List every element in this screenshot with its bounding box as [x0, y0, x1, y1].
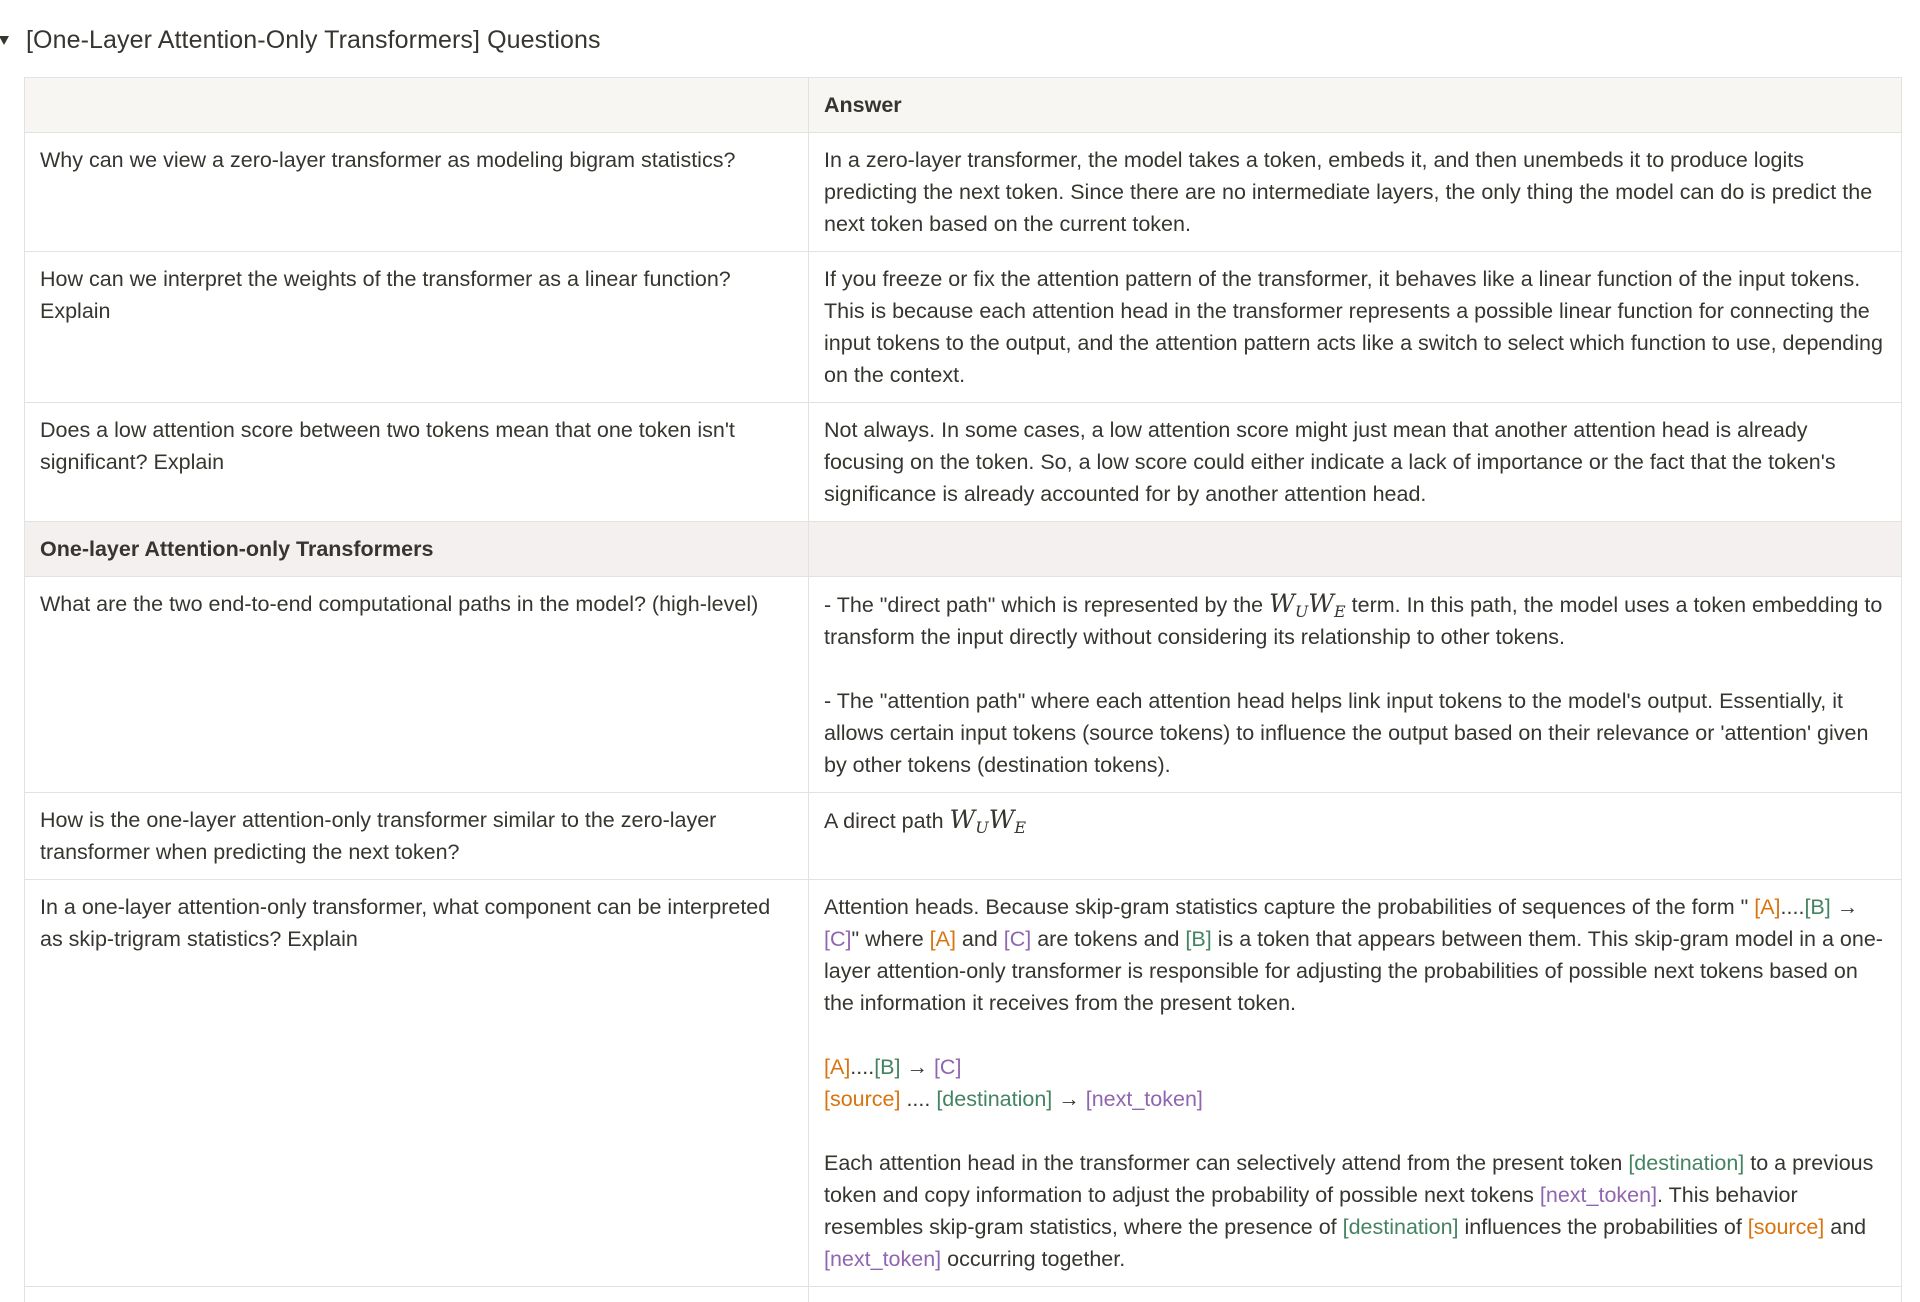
question-cell[interactable] — [25, 1287, 809, 1302]
table-header-row — [25, 78, 1902, 133]
qa-table — [24, 77, 1902, 1302]
header-answer-cell[interactable]: Answer — [809, 78, 1902, 133]
section-title-cell[interactable]: One-layer Attention-only Transformers — [25, 522, 809, 577]
token-a: [A] — [1754, 895, 1781, 919]
pattern-line: [A]....[B] → [C] — [824, 1055, 962, 1079]
question-cell[interactable]: In a one-layer attention-only transformer, what component can be interpreted as skip-trigram statistics? Explain — [25, 880, 809, 1287]
answer-cell[interactable] — [809, 880, 1902, 1287]
token-a: [A] — [929, 927, 956, 951]
triangle-down-icon[interactable] — [0, 33, 10, 47]
toggle-title[interactable]: [One-Layer Attention-Only Transformers] Questions — [26, 25, 601, 54]
question-cell[interactable]: How can we interpret the weights of the transformer as a linear function? Explain — [25, 252, 809, 403]
math-wu-we: $W_UW_E$ — [1269, 589, 1346, 621]
table-row — [25, 880, 1902, 1287]
toggle-block[interactable] — [0, 20, 601, 60]
answer-cell[interactable]: In a zero-layer transformer, the model takes a token, embeds it, and then unembeds it to produce logits predicting the next token. Since there are no intermediate layers, the only thing the model can do is predict the next token based on the current token. — [809, 133, 1902, 252]
table-row — [25, 793, 1902, 880]
answer-cell[interactable] — [809, 1287, 1902, 1302]
table-row — [25, 403, 1902, 522]
answer-text: - The "direct path" which is represented by the — [824, 593, 1270, 617]
math-wu-we: $W_UW_E$ — [949, 805, 1027, 837]
question-cell[interactable]: Does a low attention score between two tokens mean that one token isn't significant? Explain — [25, 403, 809, 522]
section-answer-cell[interactable] — [809, 522, 1902, 577]
question-cell[interactable]: How is the one-layer attention-only transformer similar to the zero-layer transformer when predicting the next token? — [25, 793, 809, 880]
answer-paragraph: Each attention head in the transformer can selectively attend from the present token [destination] to a previous token and copy information to adjust the probability of possible next tokens [next_token]. This behavior resembles skip-gram statistics, where the presence of [destination] influences the probabilities of [source] and [next_token] occurring together. — [824, 1151, 1874, 1271]
answer-text: A direct path — [824, 809, 950, 833]
answer-cell[interactable]: Not always. In some cases, a low attention score might just mean that another attention head is already focusing on the token. So, a low score could either indicate a lack of importance or the fact that the token's significance is already accounted for by another attention head. — [809, 403, 1902, 522]
answer-cell[interactable]: If you freeze or fix the attention pattern of the transformer, it behaves like a linear function of the input tokens. This is because each attention head in the transformer represents a possible linear function for connecting the input tokens to the output, and the attention pattern acts like a switch to select which function to use, depending on the context. — [809, 252, 1902, 403]
table-row — [25, 577, 1902, 793]
question-cell[interactable]: Why can we view a zero-layer transformer as modeling bigram statistics? — [25, 133, 809, 252]
question-cell[interactable]: What are the two end-to-end computational paths in the model? (high-level) — [25, 577, 809, 793]
answer-cell[interactable] — [809, 793, 1902, 880]
answer-text: term. In this path, the model uses a token embedding to transform the input directly without considering its relationship to other tokens. — [824, 593, 1883, 649]
table-row — [25, 252, 1902, 403]
section-row — [25, 522, 1902, 577]
table-row — [25, 133, 1902, 252]
pattern-roles-line: [source] .... [destination] → [next_token] — [824, 1087, 1203, 1111]
answer-cell[interactable] — [809, 577, 1902, 793]
header-question-cell[interactable] — [25, 78, 809, 133]
token-c: [C] — [824, 927, 852, 951]
token-b: [B] — [1185, 927, 1212, 951]
answer-paragraph: Attention heads. Because skip-gram statistics capture the probabilities of sequences of the form " [A]....[B] → [C]" where [A] and [C] are tokens and [B] is a token that appears between them. This skip-gram model in a one-layer attention-only transformer is responsible for adjusting the probabilities of possible next tokens based on the information it receives from the present token. — [824, 895, 1883, 1015]
token-b: [B] — [1804, 895, 1831, 919]
answer-paragraph: - The "attention path" where each attention head helps link input tokens to the model's output. Essentially, it allows certain input tokens (source tokens) to influence the output based on their relevance or 'attention' given by other tokens (destination tokens). — [824, 689, 1869, 777]
table-row — [25, 1287, 1902, 1302]
token-c: [C] — [1003, 927, 1032, 951]
answer-paragraph — [824, 588, 1887, 653]
